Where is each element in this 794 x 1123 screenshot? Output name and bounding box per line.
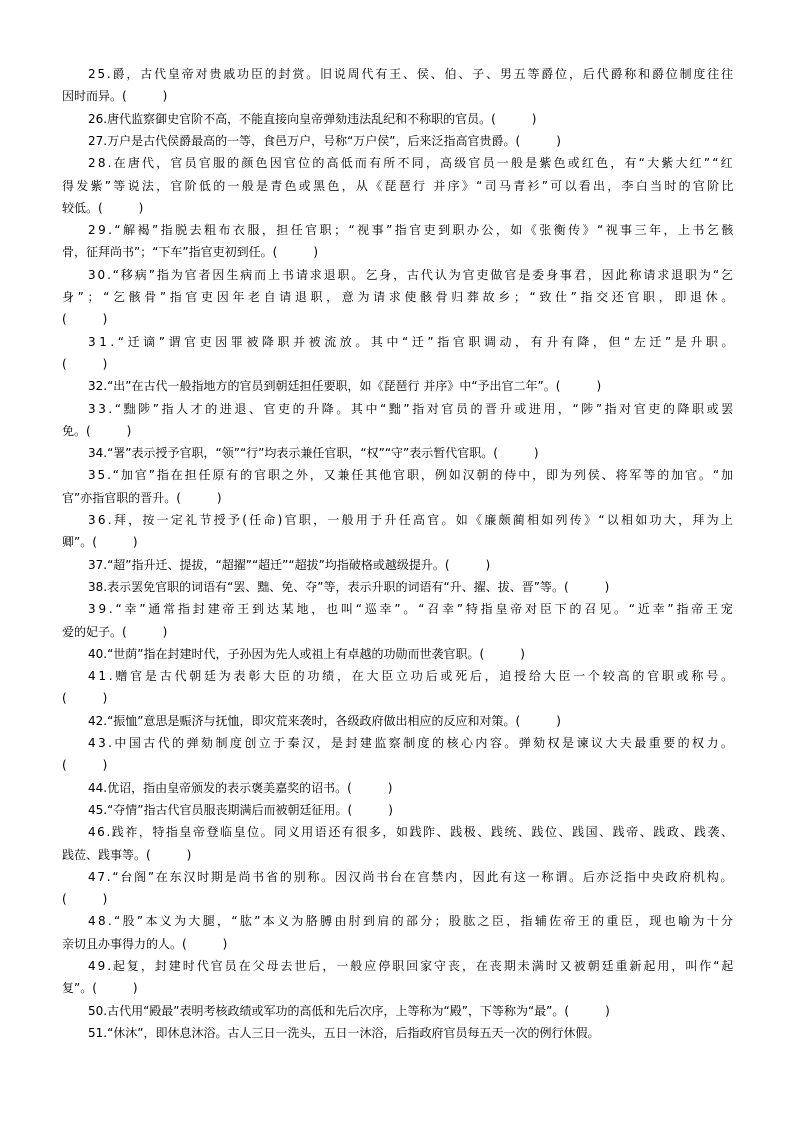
question-continuation-line: 践莅、践事等。( )	[62, 848, 192, 862]
question-line: 40.“世荫”指在封建时代，子孙因为先人或祖上有卓越的功勋而世袭官职。( )	[88, 647, 525, 661]
question-continuation-line: 得发紫”等说法，官阶低的一般是青色或黑色，从《琵琶行 并序》“司马青衫”可以看出，李白当时的官阶比	[62, 179, 736, 193]
question-continuation-line: 爱的妃子。( )	[62, 625, 168, 639]
question-continuation-line: 骨，征拜尚书”；“下车”指官吏初到任。( )	[62, 245, 319, 259]
question-line: 27.万户是古代侯爵最高的一等，食邑万户，号称“万户侯”，后来泛指高官贵爵。( )	[88, 134, 561, 148]
question-line: 26.唐代监察御史官阶不高，不能直接向皇帝弹劾违法乱纪和不称职的官员。( )	[88, 112, 537, 126]
question-line: 50.古代用“殿最”表明考核政绩或军功的高低和先后次序，上等称为“殿”，下等称为“最”。( )	[88, 1004, 610, 1018]
question-continuation-line: ( )	[62, 357, 108, 371]
question-continuation-line: ( )	[62, 691, 108, 705]
question-line: 48.“股”本义为大腿，“肱”本义为胳膊由肘到肩的部分；股肱之臣，指辅佐帝王的重臣，现也喻为十分	[88, 914, 736, 928]
question-continuation-line: 免。( )	[62, 424, 132, 438]
question-continuation-line: 卿”。( )	[62, 535, 138, 549]
question-line: 29.“解褐”指脱去粗布衣服，担任官职；“视事”指官吏到职办公，如《张衡传》“视事三年，上书乞骸	[88, 223, 736, 237]
question-line: 31.“迁谪”谓官吏因罪被降职并被流放。其中“迁”指官职调动，有升有降，但“左迁”是升职。	[88, 335, 738, 349]
question-line: 47.“台阁”在东汉时期是尚书省的别称。因汉尚书台在宫禁内，因此有这一称谓。后亦泛指中央政府机构。	[88, 870, 735, 884]
question-continuation-line: 复”。( )	[62, 981, 138, 995]
question-line: 51.“休沐”，即休息沐浴。古人三日一洗头，五日一沐浴，后指政府官员每五天一次的例行休假。	[88, 1026, 600, 1040]
question-continuation-line: 亲切且办事得力的人。( )	[62, 937, 228, 951]
question-line: 30.“移病”指为官者因生病而上书请求退职。乞身，古代认为官吏做官是委身事君，因此称请求退职为“乞	[88, 268, 735, 282]
question-continuation-line: 较低。( )	[62, 201, 144, 215]
question-line: 46.践祚，特指皇帝登临皇位。同义用语还有很多，如践阼、践极、践统、践位、践国、践帝、践政、践袭、	[88, 825, 735, 839]
question-continuation-line: 因时而异。( )	[62, 89, 168, 103]
question-continuation-line: ( )	[62, 892, 108, 906]
question-continuation-line: 官”亦指官职的晋升。( )	[62, 491, 222, 505]
question-line: 33.“黜陟”指人才的进退、官吏的升降。其中“黜”指对官员的晋升或进用，“陟”指对官吏的降职或罢	[88, 402, 736, 416]
question-line: 34.“署”表示授予官职，“领”“行”均表示兼任官职，“权”“守”表示暂代官职。( )	[88, 446, 539, 460]
question-continuation-line: 身”；“乞骸骨”指官吏因年老自请退职，意为请求使骸骨归葬故乡；“致仕”指交还官职，即退休。	[62, 290, 737, 304]
question-line: 32.“出”在古代一般指地方的官员到朝廷担任要职，如《琵琶行 并序》中“予出官二年”。( )	[88, 379, 602, 393]
question-line: 39.“幸”通常指封建帝王到达某地，也叫“巡幸”。“召幸”特指皇帝对臣下的召见。“近幸”指帝王宠	[88, 602, 736, 616]
question-line: 36.拜，按一定礼节授予(任命)官职，一般用于升任高官。如《廉颇蔺相如列传》“以相如功大，拜为上	[88, 513, 736, 527]
question-continuation-line: ( )	[62, 312, 108, 326]
question-line: 35.“加官”指在担任原有的官职之外，又兼任其他官职，例如汉朝的侍中，即为列侯、将军等的加官。“加	[88, 468, 735, 482]
question-line: 25.爵，古代皇帝对贵戚功臣的封赏。旧说周代有王、侯、伯、子、男五等爵位，后代爵称和爵位制度往往	[88, 67, 735, 81]
question-line: 45.“夺情”指古代官员服丧期满后而被朝廷征用。( )	[88, 803, 393, 817]
question-line: 42.“振恤”意思是赈济与抚恤，即灾荒来袭时，各级政府做出相应的反应和对策。( )	[88, 714, 561, 728]
question-line: 43.中国古代的弹劾制度创立于秦汉，是封建监察制度的核心内容。弹劾权是谏议大夫最重要的权力。	[88, 736, 736, 750]
question-line: 37.“超”指升迁、提拔，“超擢”“超迁”“超拔”均指破格或越级提升。( )	[88, 558, 491, 572]
question-line: 38.表示罢免官职的词语有“罢、黜、免、夺”等，表示升职的词语有“升、擢、拔、晋”等。( )	[88, 580, 610, 594]
question-line: 41.赠官是古代朝廷为表彰大臣的功绩，在大臣立功后或死后，追授给大臣一个较高的官职或称号。	[88, 669, 736, 683]
question-line: 44.优诏，指由皇帝颁发的表示褒美嘉奖的诏书。( )	[88, 781, 393, 795]
question-continuation-line: ( )	[62, 758, 108, 772]
question-line: 49.起复，封建时代官员在父母去世后，一般应停职回家守丧，在丧期未满时又被朝廷重新起用，叫作“起	[88, 959, 736, 973]
question-line: 28.在唐代，官员官服的颜色因官位的高低而有所不同，高级官员一般是紫色或红色，有“大紫大红”“红	[88, 156, 735, 170]
